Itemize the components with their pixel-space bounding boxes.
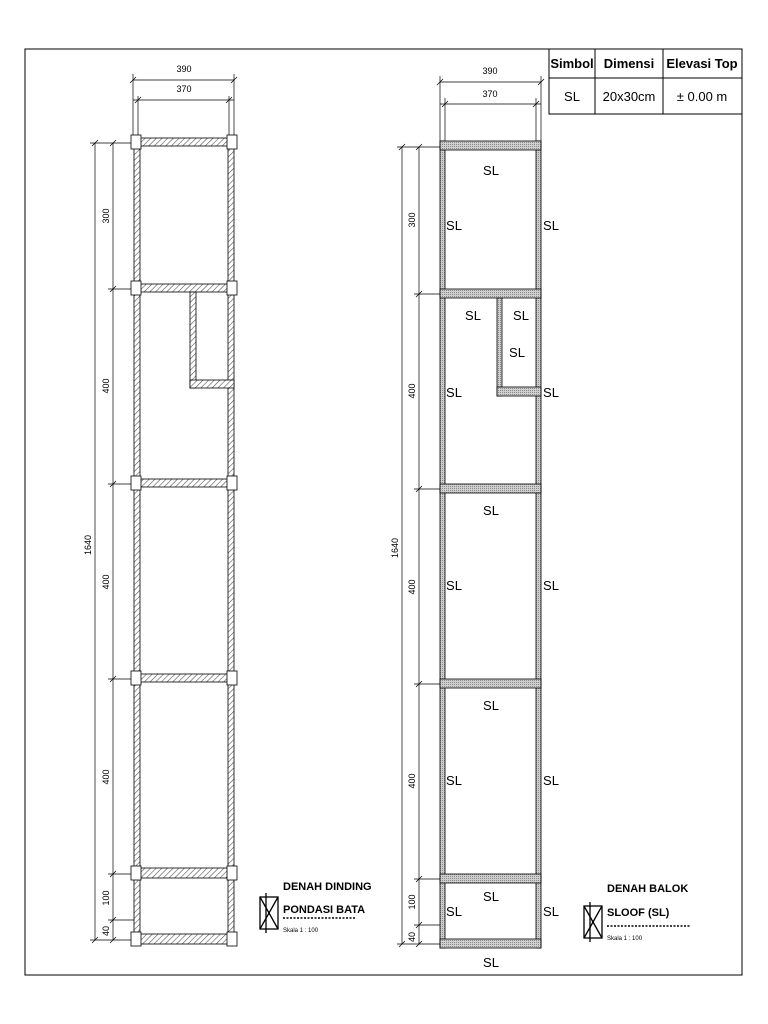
dim-segment-4: 400 [101,769,111,785]
beam-label: SL [446,578,462,593]
dim-segment-2: 400 [101,378,111,394]
dim-segment-5: 100 [101,890,111,906]
sloof-side-dimensions [397,144,442,947]
sloof-dim-segment-1: 300 [407,212,417,228]
sloof-top-dimensions [437,76,544,141]
beam-label: SL [446,385,462,400]
side-dimensions [90,140,135,943]
plan-sloof-beams [390,66,690,970]
sloof-dim-segment-4: 400 [407,773,417,789]
wall-columns [131,135,237,946]
plan-wall-foundation [83,64,372,946]
beam-label: SL [483,698,499,713]
wall-plan-title [260,881,372,934]
sloof-plan-scale: Skala 1 : 100 [607,936,643,942]
beam-label: SL [543,578,559,593]
wall-plan-scale: Skala 1 : 100 [283,928,319,934]
beam-label: SL [543,218,559,233]
beam-label: SL [446,904,462,919]
dim-width-inner: 370 [176,84,192,94]
wall-plan-title-line2: PONDASI BATA [283,904,366,916]
sloof-plan-title-line1: DENAH BALOK [607,883,689,895]
sloof-dim-segment-6: 40 [407,931,417,943]
beam-label: SL [446,218,462,233]
beam-label: SL [543,385,559,400]
beam-label: SL [543,773,559,788]
sloof-labels [446,163,559,970]
beam-label: SL [483,955,499,970]
legend-table [549,49,742,114]
beam-label: SL [483,503,499,518]
beam-label: SL [513,308,529,323]
legend-header-symbol: Simbol [550,56,594,71]
sloof-plan-title [584,883,690,942]
wall-plan-title-line1: DENAH DINDING [283,881,372,893]
beam-label: SL [465,308,481,323]
beam-label: SL [446,773,462,788]
legend-cell-dimension: 20x30cm [602,89,656,104]
dim-total-length: 1640 [83,534,93,556]
beam-label: SL [543,904,559,919]
sloof-plan-title-line2: SLOOF (SL) [607,907,670,919]
beam-label: SL [483,889,499,904]
sheet-border [25,49,742,975]
beam-label: SL [509,345,525,360]
dim-segment-6: 40 [101,925,111,937]
sloof-dim-width-outer: 390 [482,66,498,76]
sloof-dim-segment-3: 400 [407,579,417,595]
brick-walls [134,138,234,944]
legend-header-dimension: Dimensi [603,56,655,71]
legend-header-elevation: Elevasi Top [666,56,738,71]
legend-cell-symbol: SL [564,89,580,104]
dim-segment-3: 400 [101,574,111,590]
dim-segment-1: 300 [101,208,111,224]
sloof-dim-width-inner: 370 [482,89,498,99]
sloof-beams [440,141,541,948]
beam-label: SL [483,163,499,178]
dim-width-outer: 390 [176,64,192,74]
drawing-symbol-icon [260,893,278,933]
sloof-dim-segment-2: 400 [407,383,417,399]
drawing-symbol-icon [584,902,602,942]
sloof-dim-total-length: 1640 [390,537,400,559]
legend-cell-elevation: ± 0.00 m [676,89,728,104]
sloof-dim-segment-5: 100 [407,894,417,910]
